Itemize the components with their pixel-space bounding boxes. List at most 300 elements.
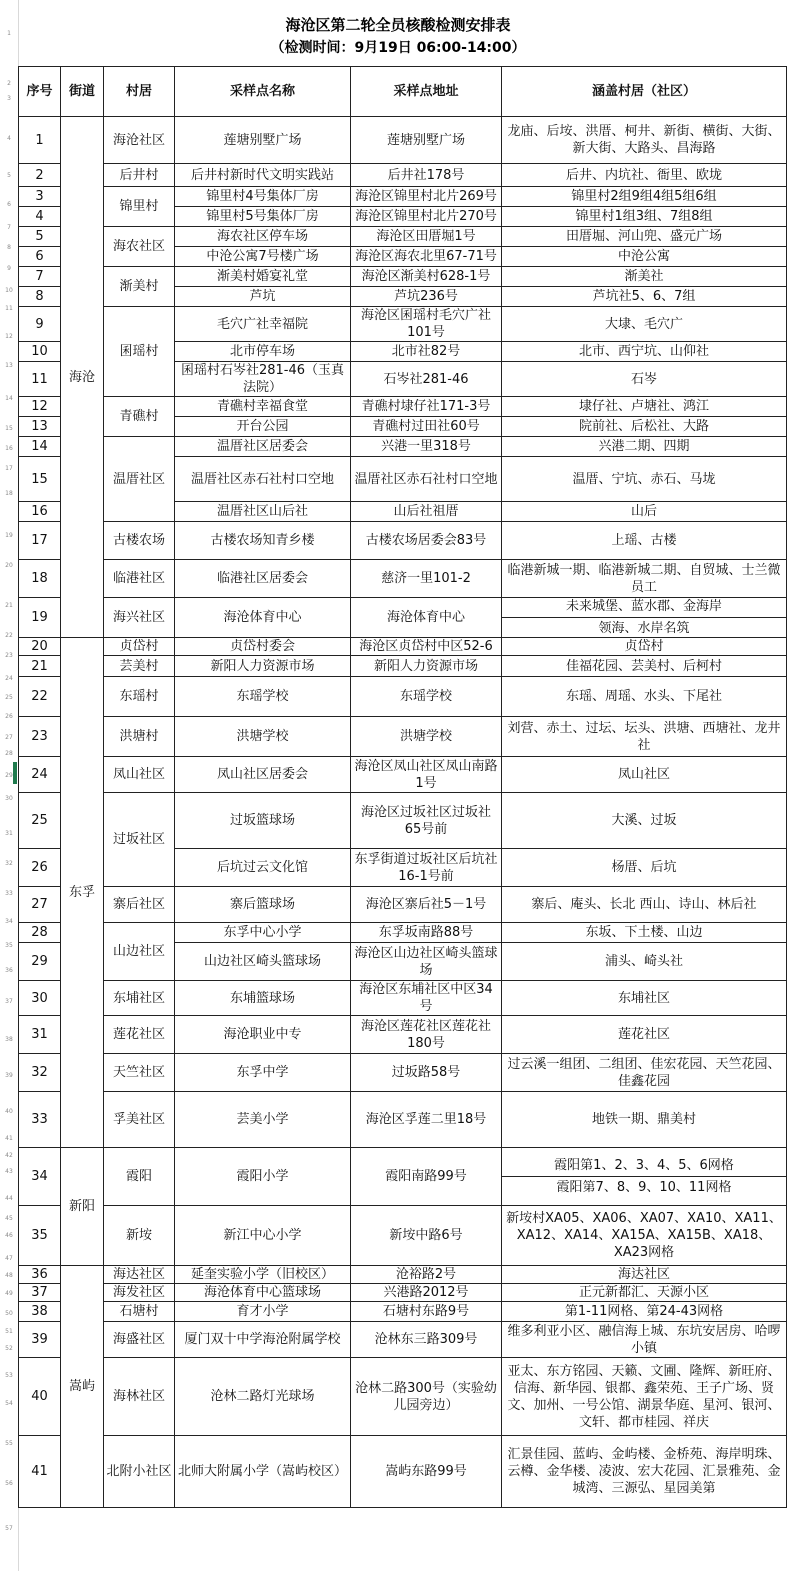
site-address-cell[interactable]: 北市社82号 xyxy=(351,342,502,362)
site-address-cell[interactable]: 海沧区凤山社区凤山南路1号 xyxy=(351,757,502,793)
site-name-cell[interactable]: 东埔篮球场 xyxy=(175,981,351,1016)
table-row xyxy=(19,887,787,923)
site-address-cell[interactable]: 过坂路58号 xyxy=(351,1054,502,1092)
coverage-cell[interactable] xyxy=(502,598,787,638)
site-address-cell[interactable]: 沧林二路300号（实验幼儿园旁边） xyxy=(351,1358,502,1436)
row-number[interactable]: 57 xyxy=(5,1525,13,1532)
site-name-cell[interactable]: 山边社区崎头篮球场 xyxy=(175,943,351,981)
coverage-cell[interactable] xyxy=(502,1436,787,1508)
table-row xyxy=(19,397,787,417)
village-cell[interactable]: 锦里村 xyxy=(104,187,175,227)
table-row xyxy=(19,677,787,717)
street-cell[interactable]: 嵩屿 xyxy=(61,1266,104,1508)
site-address-cell[interactable]: 莲塘别墅广场 xyxy=(351,117,502,164)
coverage-text: 维多利亚小区、融信海上城、东坑安居房、哈啰小镇 xyxy=(507,1323,781,1356)
row-number[interactable]: 3 xyxy=(7,95,11,102)
site-address-cell[interactable]: 青礁村埭仔社171-3号 xyxy=(351,397,502,417)
site-address-cell[interactable]: 温厝社区赤石社村口空地 xyxy=(351,457,502,502)
row-number[interactable]: 10 xyxy=(5,287,13,294)
coverage-text: 佳福花园、芸美村、后柯村 xyxy=(565,658,722,674)
row-number[interactable]: 21 xyxy=(5,602,13,609)
site-name-cell[interactable]: 东孚中心小学 xyxy=(175,923,351,943)
coverage-cell[interactable] xyxy=(502,437,787,457)
coverage-cell[interactable] xyxy=(502,342,787,362)
village-cell[interactable]: 霞阳 xyxy=(104,1148,175,1206)
table-row xyxy=(19,1436,787,1508)
site-name-cell[interactable]: 新阳人力资源市场 xyxy=(175,656,351,677)
village-cell[interactable]: 温厝社区 xyxy=(104,437,175,522)
table-row xyxy=(19,1016,787,1054)
village-cell[interactable]: 莲花社区 xyxy=(104,1016,175,1054)
seq-cell[interactable]: 26 xyxy=(19,849,61,887)
site-address-cell[interactable]: 海沧体育中心 xyxy=(351,598,502,638)
village-cell[interactable]: 海林社区 xyxy=(104,1358,175,1436)
row-number[interactable]: 29 xyxy=(5,772,13,779)
row-number[interactable]: 46 xyxy=(5,1232,13,1239)
site-name-cell[interactable]: 古楼农场知青乡楼 xyxy=(175,522,351,560)
row-number[interactable]: 45 xyxy=(5,1215,13,1222)
site-name-cell[interactable]: 沧林二路灯光球场 xyxy=(175,1358,351,1436)
coverage-text: 贞岱村 xyxy=(624,639,664,654)
site-name-cell[interactable]: 后坑过云文化馆 xyxy=(175,849,351,887)
seq-cell[interactable]: 5 xyxy=(19,227,61,247)
site-address-cell[interactable]: 海沧区寨后社5－1号 xyxy=(351,887,502,923)
site-name-cell[interactable]: 东孚中学 xyxy=(175,1054,351,1092)
row-number[interactable]: 55 xyxy=(5,1440,13,1447)
seq-cell[interactable]: 19 xyxy=(19,598,61,638)
seq-cell[interactable]: 4 xyxy=(19,207,61,227)
seq-cell[interactable]: 41 xyxy=(19,1436,61,1508)
row-number[interactable]: 33 xyxy=(5,890,13,897)
village-cell[interactable]: 东埔社区 xyxy=(104,981,175,1016)
site-address-cell[interactable]: 后井社178号 xyxy=(351,164,502,187)
site-name-cell[interactable]: 东瑶学校 xyxy=(175,677,351,717)
site-name-cell[interactable]: 海沧体育中心 xyxy=(175,598,351,638)
coverage-text: 过云溪一组团、二组团、佳宏花园、天竺花园、佳鑫花园 xyxy=(507,1056,781,1089)
site-address-cell[interactable]: 芦坑236号 xyxy=(351,287,502,307)
village-cell[interactable]: 芸美村 xyxy=(104,656,175,677)
coverage-cell[interactable] xyxy=(502,677,787,717)
coverage-cell[interactable] xyxy=(502,362,787,397)
seq-cell[interactable]: 37 xyxy=(19,1284,61,1302)
coverage-cell[interactable] xyxy=(502,981,787,1016)
coverage-text: 临港新城一期、临港新城二期、自贸城、士兰微员工 xyxy=(507,562,781,595)
site-name-cell[interactable]: 洪塘学校 xyxy=(175,717,351,757)
row-number[interactable]: 47 xyxy=(5,1255,13,1262)
coverage-text: 东瑶、周瑶、水头、下尾社 xyxy=(565,689,722,704)
header-site-address[interactable]: 采样点地址 xyxy=(351,67,502,117)
row-number[interactable]: 9 xyxy=(7,265,11,272)
site-address-cell[interactable]: 海沧区东埔社区中区34号 xyxy=(351,981,502,1016)
site-name-cell[interactable]: 霞阳小学 xyxy=(175,1148,351,1206)
row-number[interactable]: 1 xyxy=(7,30,11,37)
site-name-cell[interactable]: 北市停车场 xyxy=(175,342,351,362)
site-name-cell[interactable]: 过坂篮球场 xyxy=(175,793,351,849)
village-cell[interactable]: 孚美社区 xyxy=(104,1092,175,1148)
site-address-cell[interactable]: 新阳人力资源市场 xyxy=(351,656,502,677)
header-site-name[interactable]: 采样点名称 xyxy=(175,67,351,117)
site-address-cell[interactable]: 新垵中路6号 xyxy=(351,1206,502,1266)
coverage-text: 田厝堀、河山兜、盛元广场 xyxy=(565,229,722,244)
coverage-cell[interactable] xyxy=(502,887,787,923)
coverage-cell[interactable] xyxy=(502,1284,787,1302)
coverage-cell[interactable] xyxy=(502,1092,787,1148)
site-name-cell[interactable]: 锦里村4号集体厂房 xyxy=(175,187,351,207)
row-number[interactable]: 50 xyxy=(5,1310,13,1317)
row-number[interactable]: 31 xyxy=(5,830,13,837)
site-address-cell[interactable]: 海沧区渐美村628-1号 xyxy=(351,267,502,287)
row-number[interactable]: 28 xyxy=(5,750,13,757)
row-number[interactable]: 36 xyxy=(5,967,13,974)
site-address-cell[interactable]: 霞阳南路99号 xyxy=(351,1148,502,1206)
coverage-cell[interactable] xyxy=(502,1266,787,1284)
row-number[interactable]: 22 xyxy=(5,632,13,639)
coverage-text: 锦里村1组3组、7组8组 xyxy=(575,209,713,224)
site-address-cell[interactable]: 东孚坂南路88号 xyxy=(351,923,502,943)
site-name-cell[interactable]: 温厝社区赤石社村口空地 xyxy=(175,457,351,502)
table-row xyxy=(19,717,787,757)
seq-cell[interactable]: 1 xyxy=(19,117,61,164)
street-cell[interactable]: 东孚 xyxy=(61,638,104,1148)
coverage-cell[interactable] xyxy=(502,943,787,981)
site-address-cell[interactable]: 东孚街道过坂社区后坑社16-1号前 xyxy=(351,849,502,887)
site-name-cell[interactable]: 锦里村5号集体厂房 xyxy=(175,207,351,227)
site-name-cell[interactable]: 贞岱村委会 xyxy=(175,638,351,656)
coverage-cell[interactable] xyxy=(502,164,787,187)
seq-cell[interactable]: 14 xyxy=(19,437,61,457)
seq-cell[interactable]: 24 xyxy=(19,757,61,793)
coverage-text: 霞阳第7、8、9、10、11网格 xyxy=(556,1180,732,1195)
seq-cell[interactable]: 21 xyxy=(19,656,61,677)
row-number[interactable]: 26 xyxy=(5,713,13,720)
site-address-cell[interactable]: 海沧区锦里村北片269号 xyxy=(351,187,502,207)
site-name-cell[interactable]: 育才小学 xyxy=(175,1302,351,1322)
row-number[interactable]: 15 xyxy=(5,425,13,432)
row-number[interactable]: 16 xyxy=(5,445,13,452)
site-name-cell[interactable]: 莲塘别墅广场 xyxy=(175,117,351,164)
site-name-cell[interactable]: 厦门双十中学海沧附属学校 xyxy=(175,1322,351,1358)
village-cell[interactable]: 渐美村 xyxy=(104,267,175,307)
site-name-cell[interactable]: 延奎实验小学（旧校区） xyxy=(175,1266,351,1284)
seq-cell[interactable]: 28 xyxy=(19,923,61,943)
coverage-text: 浦头、崎头社 xyxy=(604,954,683,969)
coverage-cell[interactable] xyxy=(502,522,787,560)
table-row xyxy=(19,1206,787,1266)
coverage-cell[interactable] xyxy=(502,1206,787,1266)
coverage-cell[interactable] xyxy=(502,1358,787,1436)
seq-cell[interactable]: 36 xyxy=(19,1266,61,1284)
coverage-cell[interactable] xyxy=(502,457,787,502)
site-address-cell[interactable]: 海沧区锦里村北片270号 xyxy=(351,207,502,227)
seq-cell[interactable]: 7 xyxy=(19,267,61,287)
village-cell[interactable]: 海发社区 xyxy=(104,1284,175,1302)
site-name-cell[interactable]: 海农社区停车场 xyxy=(175,227,351,247)
row-number[interactable]: 20 xyxy=(5,562,13,569)
street-cell[interactable]: 海沧 xyxy=(61,117,104,638)
site-address-cell[interactable]: 海沧区过坂社区过坂社65号前 xyxy=(351,793,502,849)
seq-cell[interactable]: 3 xyxy=(19,187,61,207)
seq-cell[interactable]: 33 xyxy=(19,1092,61,1148)
site-address-cell[interactable]: 兴港路2012号 xyxy=(351,1284,502,1302)
row-number[interactable]: 48 xyxy=(5,1272,13,1279)
village-cell[interactable]: 海达社区 xyxy=(104,1266,175,1284)
site-name-cell[interactable]: 临港社区居委会 xyxy=(175,560,351,598)
row-number[interactable]: 2 xyxy=(7,80,11,87)
site-name-cell[interactable]: 毛穴广社幸福院 xyxy=(175,307,351,342)
table-row xyxy=(19,793,787,849)
row-number[interactable]: 32 xyxy=(5,860,13,867)
village-cell[interactable]: 后井村 xyxy=(104,164,175,187)
coverage-cell[interactable] xyxy=(502,656,787,677)
village-cell[interactable]: 寨后社区 xyxy=(104,887,175,923)
schedule-table xyxy=(18,66,787,1508)
seq-cell[interactable]: 32 xyxy=(19,1054,61,1092)
row-number[interactable]: 17 xyxy=(5,465,13,472)
table-row xyxy=(19,1284,787,1302)
village-cell[interactable]: 古楼农场 xyxy=(104,522,175,560)
seq-cell[interactable]: 22 xyxy=(19,677,61,717)
site-name-cell[interactable]: 中沧公寓7号楼广场 xyxy=(175,247,351,267)
header-village[interactable]: 村居 xyxy=(104,67,175,117)
village-cell[interactable]: 贞岱村 xyxy=(104,638,175,656)
site-name-cell[interactable]: 寨后篮球场 xyxy=(175,887,351,923)
site-name-cell[interactable]: 囷瑶村石岑社281-46（玉真法院） xyxy=(175,362,351,397)
header-seq[interactable]: 序号 xyxy=(19,67,61,117)
site-address-cell[interactable]: 嵩屿东路99号 xyxy=(351,1436,502,1508)
row-number[interactable]: 13 xyxy=(5,362,13,369)
row-number[interactable]: 42 xyxy=(5,1152,13,1159)
row-number[interactable]: 7 xyxy=(7,224,11,231)
row-number[interactable]: 23 xyxy=(5,652,13,659)
site-name-cell[interactable]: 开台公园 xyxy=(175,417,351,437)
seq-cell[interactable]: 10 xyxy=(19,342,61,362)
table-row xyxy=(19,164,787,187)
row-number[interactable]: 49 xyxy=(5,1290,13,1297)
site-address-cell[interactable]: 山后社祖厝 xyxy=(351,502,502,522)
site-address-cell[interactable]: 海沧区囷瑶村毛穴广社101号 xyxy=(351,307,502,342)
row-number[interactable]: 35 xyxy=(5,942,13,949)
village-cell[interactable]: 北附小社区 xyxy=(104,1436,175,1508)
row-number[interactable]: 8 xyxy=(7,244,11,251)
village-cell[interactable]: 天竺社区 xyxy=(104,1054,175,1092)
row-number[interactable]: 27 xyxy=(5,734,13,741)
site-address-cell[interactable]: 石岑社281-46 xyxy=(351,362,502,397)
seq-cell[interactable]: 34 xyxy=(19,1148,61,1206)
site-address-cell[interactable]: 海沧区海农北里67-71号 xyxy=(351,247,502,267)
seq-cell[interactable]: 16 xyxy=(19,502,61,522)
site-name-cell[interactable]: 渐美村婚宴礼堂 xyxy=(175,267,351,287)
row-number[interactable]: 6 xyxy=(7,201,11,208)
coverage-text: 院前社、后松社、大路 xyxy=(578,419,709,434)
site-address-cell[interactable]: 洪塘学校 xyxy=(351,717,502,757)
village-cell[interactable]: 海农社区 xyxy=(104,227,175,267)
row-number[interactable]: 38 xyxy=(5,1036,13,1043)
seq-cell[interactable]: 23 xyxy=(19,717,61,757)
site-address-cell[interactable]: 石塘村东路9号 xyxy=(351,1302,502,1322)
site-address-cell[interactable]: 沧裕路2号 xyxy=(351,1266,502,1284)
table-row xyxy=(19,307,787,342)
seq-cell[interactable]: 6 xyxy=(19,247,61,267)
coverage-cell[interactable] xyxy=(502,1322,787,1358)
coverage-cell[interactable] xyxy=(502,849,787,887)
seq-cell[interactable]: 18 xyxy=(19,560,61,598)
seq-cell[interactable]: 12 xyxy=(19,397,61,417)
coverage-cell[interactable] xyxy=(502,638,787,656)
row-number[interactable]: 56 xyxy=(5,1480,13,1487)
row-number[interactable]: 4 xyxy=(7,135,11,142)
row-number[interactable]: 24 xyxy=(5,675,13,682)
coverage-cell[interactable] xyxy=(502,1302,787,1322)
village-cell[interactable]: 临港社区 xyxy=(104,560,175,598)
site-name-cell[interactable]: 温厝社区居委会 xyxy=(175,437,351,457)
coverage-cell[interactable] xyxy=(502,1054,787,1092)
site-name-cell[interactable]: 后井村新时代文明实践站 xyxy=(175,164,351,187)
site-name-cell[interactable]: 北师大附属小学（嵩屿校区） xyxy=(175,1436,351,1508)
seq-cell[interactable]: 40 xyxy=(19,1358,61,1436)
seq-cell[interactable]: 17 xyxy=(19,522,61,560)
village-cell[interactable]: 山边社区 xyxy=(104,923,175,981)
header-coverage[interactable]: 涵盖村居（社区） xyxy=(502,67,787,117)
coverage-cell[interactable] xyxy=(502,502,787,522)
table-row xyxy=(19,1302,787,1322)
coverage-text: 海达社区 xyxy=(617,1267,670,1282)
site-address-cell[interactable]: 海沧区田厝堀1号 xyxy=(351,227,502,247)
row-number[interactable]: 14 xyxy=(5,395,13,402)
site-address-cell[interactable]: 古楼农场居委会83号 xyxy=(351,522,502,560)
row-number[interactable]: 39 xyxy=(5,1072,13,1079)
seq-cell[interactable]: 31 xyxy=(19,1016,61,1054)
coverage-cell[interactable] xyxy=(502,717,787,757)
seq-cell[interactable]: 20 xyxy=(19,638,61,656)
coverage-text: 芦坑社5、6、7组 xyxy=(592,289,696,304)
row-number[interactable]: 30 xyxy=(5,795,13,802)
seq-cell[interactable]: 39 xyxy=(19,1322,61,1358)
site-address-cell[interactable]: 海沧区贞岱村中区52-6 xyxy=(351,638,502,656)
row-number[interactable]: 12 xyxy=(5,333,13,340)
seq-cell[interactable]: 9 xyxy=(19,307,61,342)
table-row xyxy=(19,1322,787,1358)
table-row xyxy=(19,981,787,1016)
village-cell[interactable]: 海盛社区 xyxy=(104,1322,175,1358)
coverage-text: 未来城堡、蓝水郡、金海岸 xyxy=(565,599,722,614)
village-cell[interactable]: 东瑶村 xyxy=(104,677,175,717)
coverage-text: 杨厝、后坑 xyxy=(611,860,677,875)
seq-cell[interactable]: 25 xyxy=(19,793,61,849)
row-number[interactable]: 34 xyxy=(5,918,13,925)
seq-cell[interactable]: 35 xyxy=(19,1206,61,1266)
village-cell[interactable]: 海兴社区 xyxy=(104,598,175,638)
site-address-cell[interactable]: 海沧区孚莲二里18号 xyxy=(351,1092,502,1148)
site-name-cell[interactable]: 海沧职业中专 xyxy=(175,1016,351,1054)
site-name-cell[interactable]: 新江中心小学 xyxy=(175,1206,351,1266)
row-number[interactable]: 54 xyxy=(5,1400,13,1407)
coverage-cell[interactable] xyxy=(502,117,787,164)
site-address-cell[interactable]: 青礁村过田社60号 xyxy=(351,417,502,437)
coverage-cell[interactable] xyxy=(502,757,787,793)
site-address-cell[interactable]: 东瑶学校 xyxy=(351,677,502,717)
village-cell[interactable]: 石塘村 xyxy=(104,1302,175,1322)
seq-cell[interactable]: 30 xyxy=(19,981,61,1016)
site-address-cell[interactable]: 兴港一里318号 xyxy=(351,437,502,457)
seq-cell[interactable]: 29 xyxy=(19,943,61,981)
village-cell[interactable]: 海沧社区 xyxy=(104,117,175,164)
site-address-cell[interactable]: 海沧区山边社区崎头篮球场 xyxy=(351,943,502,981)
village-cell[interactable]: 过坂社区 xyxy=(104,793,175,887)
coverage-cell[interactable] xyxy=(502,1016,787,1054)
row-number[interactable]: 25 xyxy=(5,694,13,701)
coverage-cell[interactable] xyxy=(502,307,787,342)
seq-cell[interactable]: 13 xyxy=(19,417,61,437)
site-name-cell[interactable]: 海沧体育中心篮球场 xyxy=(175,1284,351,1302)
coverage-text: 温厝、宁坑、赤石、马垅 xyxy=(572,471,716,487)
seq-cell[interactable]: 11 xyxy=(19,362,61,397)
row-number[interactable]: 19 xyxy=(5,532,13,539)
site-name-cell[interactable]: 温厝社区山后社 xyxy=(175,502,351,522)
seq-cell[interactable]: 27 xyxy=(19,887,61,923)
seq-cell[interactable]: 8 xyxy=(19,287,61,307)
seq-cell[interactable]: 38 xyxy=(19,1302,61,1322)
row-number[interactable]: 44 xyxy=(5,1195,13,1202)
coverage-cell[interactable] xyxy=(502,923,787,943)
row-number[interactable]: 41 xyxy=(5,1135,13,1142)
table-row xyxy=(19,638,787,656)
village-cell[interactable]: 凤山社区 xyxy=(104,757,175,793)
coverage-cell[interactable] xyxy=(502,397,787,417)
table-row xyxy=(19,1092,787,1148)
coverage-cell[interactable] xyxy=(502,287,787,307)
village-cell[interactable]: 囷瑶村 xyxy=(104,307,175,397)
header-street[interactable]: 街道 xyxy=(61,67,104,117)
coverage-cell[interactable] xyxy=(502,247,787,267)
village-cell[interactable]: 新垵 xyxy=(104,1206,175,1266)
coverage-cell[interactable] xyxy=(502,267,787,287)
row-number[interactable]: 52 xyxy=(5,1345,13,1352)
village-cell[interactable]: 青礁村 xyxy=(104,397,175,437)
coverage-cell[interactable] xyxy=(502,207,787,227)
table-row xyxy=(19,1266,787,1284)
site-name-cell[interactable]: 芸美小学 xyxy=(175,1092,351,1148)
village-cell[interactable]: 洪塘村 xyxy=(104,717,175,757)
row-number[interactable]: 18 xyxy=(5,490,13,497)
site-name-cell[interactable]: 凤山社区居委会 xyxy=(175,757,351,793)
coverage-cell[interactable] xyxy=(502,187,787,207)
site-address-cell[interactable]: 慈济一里101-2 xyxy=(351,560,502,598)
row-number[interactable]: 37 xyxy=(5,998,13,1005)
site-name-cell[interactable]: 芦坑 xyxy=(175,287,351,307)
coverage-text: 兴港二期、四期 xyxy=(598,439,690,454)
coverage-cell[interactable] xyxy=(502,417,787,437)
site-address-cell[interactable]: 沧林东三路309号 xyxy=(351,1322,502,1358)
table-row xyxy=(19,656,787,677)
seq-cell[interactable]: 15 xyxy=(19,457,61,502)
coverage-cell[interactable] xyxy=(502,793,787,849)
site-name-cell[interactable]: 青礁村幸福食堂 xyxy=(175,397,351,417)
street-cell[interactable]: 新阳 xyxy=(61,1148,104,1266)
row-number[interactable]: 43 xyxy=(5,1168,13,1175)
row-number[interactable]: 40 xyxy=(5,1108,13,1115)
seq-cell[interactable]: 2 xyxy=(19,164,61,187)
table-row xyxy=(19,437,787,457)
coverage-text: 龙庙、后垵、洪厝、柯井、新街、横街、大街、新大街、大路头、昌海路 xyxy=(507,124,781,156)
row-number[interactable]: 51 xyxy=(5,1328,13,1335)
row-number[interactable]: 11 xyxy=(5,305,13,312)
coverage-cell[interactable] xyxy=(502,560,787,598)
row-number[interactable]: 5 xyxy=(7,172,11,179)
site-address-cell[interactable]: 海沧区莲花社区莲花社180号 xyxy=(351,1016,502,1054)
coverage-cell[interactable] xyxy=(502,227,787,247)
row-number[interactable]: 53 xyxy=(5,1372,13,1379)
coverage-cell[interactable] xyxy=(502,1148,787,1206)
